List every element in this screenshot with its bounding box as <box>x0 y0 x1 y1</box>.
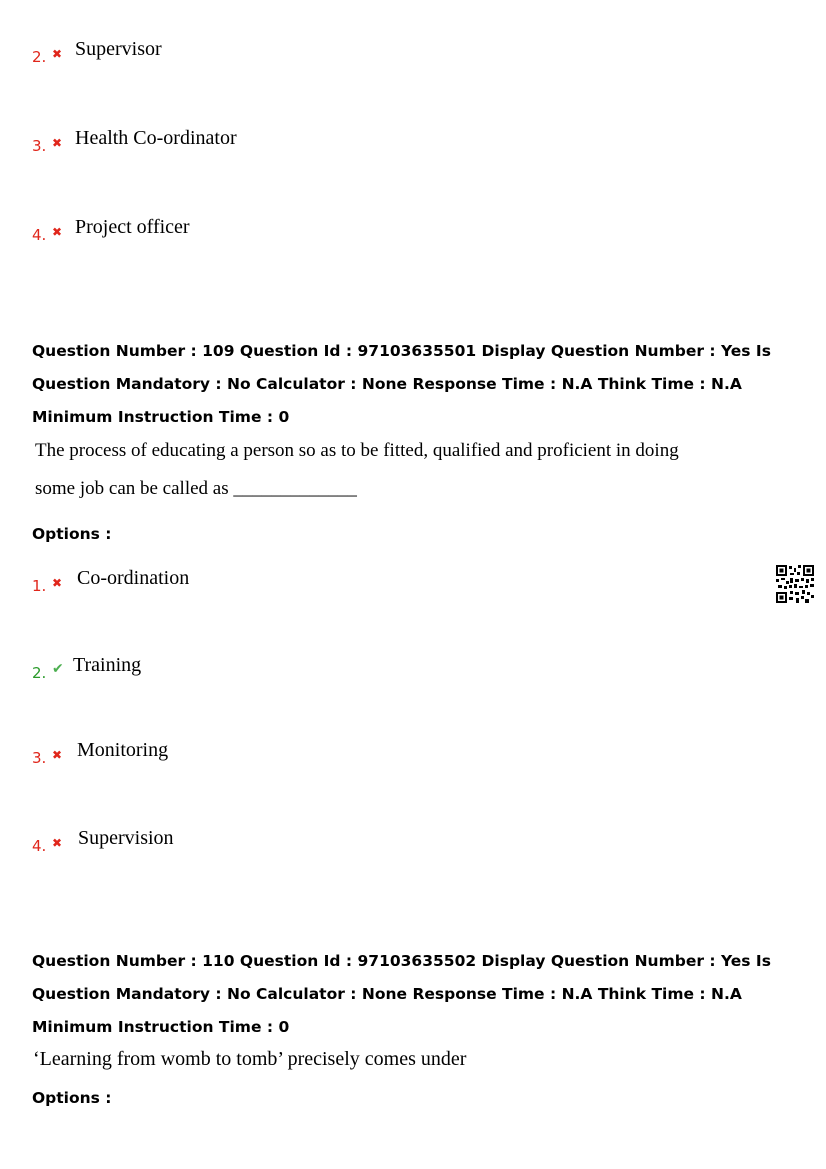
question-header: Question Number : 110 Question Id : 97103635502 Display Question Number : Yes Is Question Mandatory : No Calculator : None Response Time : N.A Think Time : N.A Minimum Instruction Time : 0 <box>32 952 771 1036</box>
option-number: 2. <box>32 664 47 682</box>
option-text: Project officer <box>75 216 190 238</box>
wrong-icon: ✖ <box>52 836 63 850</box>
wrong-icon: ✖ <box>52 136 63 150</box>
wrong-icon: ✖ <box>52 47 63 61</box>
question-header: Question Number : 109 Question Id : 97103635501 Display Question Number : Yes Is Question Mandatory : No Calculator : None Response Time : N.A Think Time : N.A Minimum Instruction Time : 0 <box>32 342 771 426</box>
option-number: 4. <box>32 837 47 855</box>
option-number: 2. <box>32 48 47 66</box>
option-number: 4. <box>32 226 47 244</box>
option-number: 3. <box>32 749 47 767</box>
question-text: ‘Learning from womb to tomb’ precisely comes under <box>33 1048 467 1070</box>
option-text: Monitoring <box>77 739 169 761</box>
question-text-line: The process of educating a person so as to be fitted, qualified and proficient in doing <box>35 440 679 461</box>
qr-code-icon <box>776 565 814 603</box>
option-number: 3. <box>32 137 47 155</box>
option-text: Supervision <box>78 827 174 849</box>
wrong-icon: ✖ <box>52 748 63 762</box>
option-number: 1. <box>32 577 47 595</box>
option-text: Co-ordination <box>77 567 190 589</box>
wrong-icon: ✖ <box>52 576 63 590</box>
check-icon: ✔ <box>52 661 64 677</box>
options-label: Options : <box>32 525 112 543</box>
option-text: Training <box>73 654 142 676</box>
question-text-line: some job can be called as _____________ <box>35 478 357 499</box>
option-text: Health Co-ordinator <box>75 127 237 149</box>
wrong-icon: ✖ <box>52 225 63 239</box>
options-label: Options : <box>32 1089 112 1107</box>
option-text: Supervisor <box>75 38 162 60</box>
